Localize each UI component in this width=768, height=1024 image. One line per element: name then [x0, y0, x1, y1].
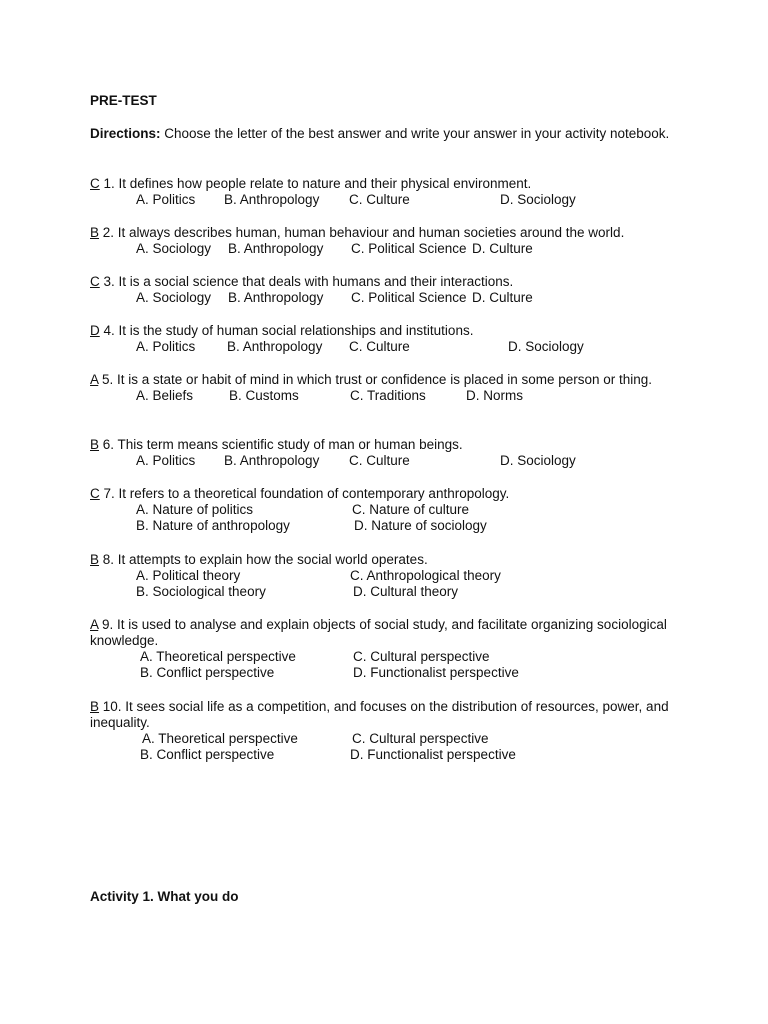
option-c: C. Traditions — [350, 388, 426, 403]
option-c: C. Political Science — [351, 241, 467, 256]
option-b: B. Anthropology — [228, 241, 324, 256]
option-c: C. Culture — [349, 339, 410, 354]
question-5 — [90, 372, 680, 404]
question-stem — [90, 274, 680, 290]
question-10 — [90, 699, 680, 763]
option-d: D. Cultural theory — [353, 584, 459, 599]
question-stem — [90, 699, 680, 731]
option-c: C. Anthropological theory — [350, 568, 501, 583]
option-a: A. Nature of politics — [136, 502, 254, 517]
question-text: 1. It defines how people relate to nature and their physical environment. — [103, 176, 532, 191]
option-a: A. Sociology — [136, 290, 212, 305]
option-b: B. Conflict perspective — [140, 747, 275, 762]
question-stem — [90, 486, 680, 502]
options-row-1 — [90, 502, 680, 518]
option-d: D. Culture — [472, 290, 533, 305]
question-stem — [90, 552, 680, 568]
option-c: C. Political Science — [351, 290, 467, 305]
option-c: C. Nature of culture — [352, 502, 470, 517]
option-a: A. Politics — [136, 192, 196, 207]
option-d: D. Functionalist perspective — [350, 747, 516, 762]
answer-letter: C — [90, 176, 100, 191]
question-text: 9. It is used to analyse and explain objects of social study, and facilitate organizing sociological knowledge. — [90, 617, 667, 648]
question-4 — [90, 323, 680, 355]
question-stem — [90, 176, 680, 192]
option-d: D. Sociology — [508, 339, 584, 354]
option-b: B. Anthropology — [224, 192, 320, 207]
directions-label: Directions: — [90, 126, 161, 141]
answer-letter: B — [90, 437, 100, 452]
question-text: 8. It attempts to explain how the social world operates. — [99, 552, 428, 567]
option-a: A. Theoretical perspective — [142, 731, 298, 746]
option-b: B. Anthropology — [227, 339, 323, 354]
answer-letter: C — [90, 274, 100, 289]
option-d: D. Sociology — [500, 192, 576, 207]
question-stem — [90, 225, 680, 241]
option-a: A. Beliefs — [136, 388, 194, 403]
option-b: B. Conflict perspective — [140, 665, 275, 680]
option-a: A. Politics — [136, 339, 196, 354]
option-b: B. Nature of anthropology — [136, 518, 290, 533]
options-row-1 — [90, 731, 680, 747]
options — [90, 339, 680, 355]
question-2 — [90, 225, 680, 257]
question-stem — [90, 437, 680, 453]
options-row-2 — [90, 584, 680, 600]
question-text: 6. This term means scientific study of man or human beings. — [99, 437, 463, 452]
options-row-2 — [90, 518, 680, 534]
options-row-2 — [90, 747, 680, 763]
answer-letter: B — [90, 699, 100, 714]
options — [90, 388, 680, 404]
question-text: 10. It sees social life as a competition, and focuses on the distribution of resources, power, and inequality. — [90, 699, 669, 730]
answer-letter: A — [90, 617, 99, 632]
question-text: 7. It refers to a theoretical foundation of contemporary anthropology. — [99, 486, 510, 501]
question-9 — [90, 617, 680, 681]
option-b: B. Anthropology — [228, 290, 324, 305]
option-d: D. Norms — [466, 388, 523, 403]
option-d: D. Nature of sociology — [354, 518, 487, 533]
option-b: B. Anthropology — [224, 453, 320, 468]
option-d: D. Culture — [472, 241, 533, 256]
question-text: 2. It always describes human, human behaviour and human societies around the world. — [99, 225, 625, 240]
option-b: B. Customs — [229, 388, 299, 403]
question-stem — [90, 323, 680, 339]
answer-letter: A — [90, 372, 99, 387]
options-row-1 — [90, 649, 680, 665]
options — [90, 290, 680, 306]
page-title: PRE-TEST — [90, 93, 157, 108]
option-d: D. Sociology — [500, 453, 576, 468]
option-a: A. Political theory — [136, 568, 241, 583]
question-8 — [90, 552, 680, 600]
option-c: C. Cultural perspective — [353, 649, 490, 664]
question-stem — [90, 372, 680, 388]
directions — [90, 124, 677, 143]
question-stem — [90, 617, 680, 649]
option-c: C. Culture — [349, 453, 410, 468]
options — [90, 192, 680, 208]
option-c: C. Cultural perspective — [352, 731, 489, 746]
options — [90, 241, 680, 257]
question-text: 5. It is a state or habit of mind in which trust or confidence is placed in some person or thing. — [98, 372, 653, 387]
question-6 — [90, 437, 680, 469]
question-3 — [90, 274, 680, 306]
option-a: A. Sociology — [136, 241, 212, 256]
answer-letter: B — [90, 225, 100, 240]
question-text: 3. It is a social science that deals with humans and their interactions. — [99, 274, 514, 289]
question-1 — [90, 176, 680, 208]
options — [90, 453, 680, 469]
option-d: D. Functionalist perspective — [353, 665, 519, 680]
directions-text: Choose the letter of the best answer and write your answer in your activity notebook. — [160, 126, 670, 141]
question-text: 4. It is the study of human social relationships and institutions. — [99, 323, 474, 338]
activity-title: Activity 1. What you do — [90, 889, 239, 904]
options-row-1 — [90, 568, 680, 584]
options-row-2 — [90, 665, 680, 681]
answer-letter: B — [90, 552, 100, 567]
answer-letter: C — [90, 486, 100, 501]
answer-letter: D — [90, 323, 100, 338]
option-b: B. Sociological theory — [136, 584, 266, 599]
option-c: C. Culture — [349, 192, 410, 207]
option-a: A. Theoretical perspective — [140, 649, 296, 664]
option-a: A. Politics — [136, 453, 196, 468]
question-7 — [90, 486, 680, 534]
